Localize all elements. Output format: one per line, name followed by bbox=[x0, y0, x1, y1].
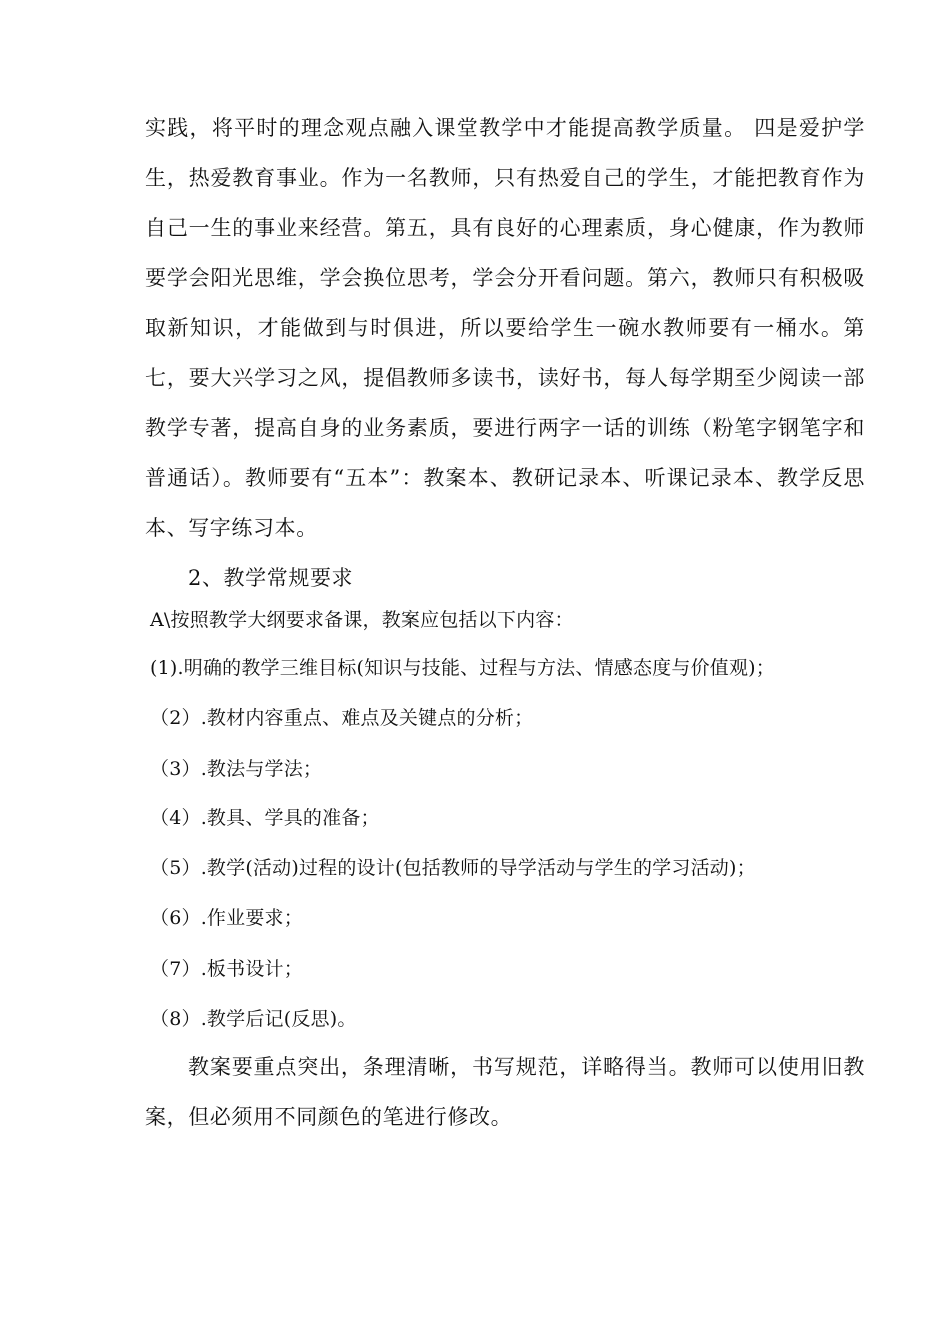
list-item-8: （8）.教学后记(反思)。 bbox=[150, 1008, 357, 1030]
list-item-3: （3）.教法与学法； bbox=[150, 758, 323, 780]
list-item-5: （5）.教学(活动)过程的设计(包括教师的导学活动与学生的学习活动)； bbox=[150, 857, 756, 879]
list-item-2: （2）.教材内容重点、难点及关键点的分析； bbox=[150, 707, 534, 729]
section-heading: 2、教学常规要求 bbox=[188, 566, 354, 590]
list-item-6: （6）.作业要求； bbox=[150, 907, 303, 929]
list-intro: A\按照教学大纲要求备课，教案应包括以下内容： bbox=[150, 609, 574, 631]
body-paragraph-lesson-plan: 教案要重点突出，条理清晰，书写规范，详略得当。教师可以使用旧教案，但必须用不同颜色的笔进行修改。 bbox=[145, 1055, 865, 1129]
list-item-1: (1).明确的教学三维目标(知识与技能、过程与方法、情感态度与价值观)； bbox=[150, 657, 775, 679]
list-item-4: （4）.教具、学具的准备； bbox=[150, 807, 380, 829]
list-item-7: （7）.板书设计； bbox=[150, 958, 303, 980]
body-paragraph-teacher-qualities: 实践，将平时的理念观点融入课堂教学中才能提高教学质量。 四是爱护学生，热爱教育事业。作为一名教师，只有热爱自己的学生，才能把教育作为自己一生的事业来经营。第五，具有良好的心理素质，身心健康，作为教师要学会阳光思维，学会换位思考，学会分开看问题。第六，教师只有积极吸取新知识，才能做到与时俱进，所以要给学生一碗水教师要有一桶水。第七，要大兴学习之风，提倡教师多读书，读好书，每人每学期至少阅读一部教学专著，提高自身的业务素质，要进行两字一话的训练（粉笔字钢笔字和普通话）。教师要有“五本”：教案本、教研记录本、听课记录本、教学反思本、写字练习本。 bbox=[145, 116, 865, 540]
